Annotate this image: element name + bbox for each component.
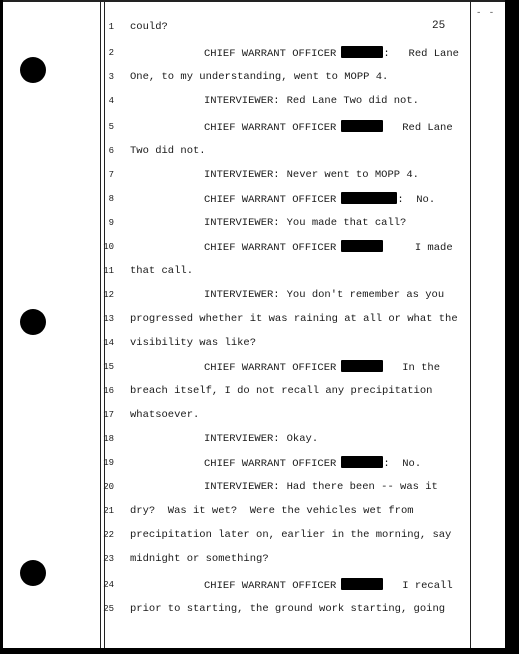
speech-text: In the (383, 362, 441, 374)
line-number: 18 (103, 434, 114, 444)
speaker-label: CHIEF WARRANT OFFICER (204, 580, 337, 592)
transcript-line (0, 552, 505, 566)
transcript-text: Two did not. (130, 145, 206, 157)
line-number: 23 (103, 554, 114, 564)
speaker-line (204, 432, 318, 446)
transcript-line (0, 312, 505, 326)
speech-text: : No. (383, 458, 422, 470)
transcript-text: progressed whether it was raining at all or what the (130, 313, 458, 325)
line-number: 12 (103, 290, 114, 300)
line-number: 9 (108, 218, 114, 228)
line-number: 25 (103, 604, 114, 614)
transcript-text: could? (130, 21, 168, 33)
transcript-text: One, to my understanding, went to MOPP 4. (130, 71, 389, 83)
transcript-line (0, 336, 505, 350)
transcript-line (0, 288, 505, 302)
speech-text: : Red Lane (383, 48, 459, 60)
speech-text: Had there been -- was it (286, 481, 438, 493)
page-number: 25 (432, 20, 446, 32)
line-number: 6 (108, 146, 114, 156)
transcript-line (0, 240, 505, 254)
transcript-line (0, 432, 505, 446)
line-number: 22 (103, 530, 114, 540)
line-number: 15 (103, 362, 114, 372)
transcript-text: precipitation later on, earlier in the morning, say (130, 529, 452, 541)
speech-text: Red Lane Two did not. (286, 95, 419, 107)
redaction-bar (341, 578, 383, 590)
transcript-line (0, 264, 505, 278)
speech-text: You made that call? (286, 217, 407, 229)
scan-right-edge (505, 0, 519, 654)
speaker-label: CHIEF WARRANT OFFICER (204, 242, 337, 254)
line-number: 11 (103, 266, 114, 276)
speaker-label: INTERVIEWER: (204, 289, 280, 301)
line-number: 8 (108, 194, 114, 204)
transcript-text: midnight or something? (130, 553, 269, 565)
speech-text: Red Lane (383, 122, 453, 134)
speech-text: Okay. (286, 433, 319, 445)
speaker-label: CHIEF WARRANT OFFICER (204, 48, 337, 60)
redaction-bar (341, 120, 383, 132)
speaker-line (204, 94, 419, 108)
line-number: 13 (103, 314, 114, 324)
speaker-line (204, 240, 453, 255)
speaker-line (204, 120, 453, 135)
transcript-line (0, 120, 505, 134)
line-number: 16 (103, 386, 114, 396)
speech-text: : No. (397, 194, 436, 206)
speech-text: I made (383, 242, 453, 254)
line-number: 2 (108, 48, 114, 58)
speech-text: Never went to MOPP 4. (286, 169, 419, 181)
speaker-label: INTERVIEWER: (204, 169, 280, 181)
transcript-text: dry? Was it wet? Were the vehicles wet from (130, 505, 414, 517)
speaker-line (204, 578, 453, 593)
redaction-bar (341, 456, 383, 468)
transcript-line (0, 456, 505, 470)
transcript-line (0, 216, 505, 230)
line-number: 7 (108, 170, 114, 180)
speaker-line (204, 192, 435, 207)
transcript-line (0, 46, 505, 60)
transcript-line (0, 70, 505, 84)
transcript-line (0, 20, 505, 34)
transcript-line (0, 504, 505, 518)
transcript-line (0, 408, 505, 422)
speaker-line (204, 480, 438, 494)
line-number: 3 (108, 72, 114, 82)
transcript-line (0, 94, 505, 108)
redaction-bar (341, 46, 383, 58)
transcript-line (0, 192, 505, 206)
transcript-line (0, 168, 505, 182)
speaker-line (204, 216, 406, 230)
transcript-text: prior to starting, the ground work starting, going (130, 603, 446, 615)
speaker-label: INTERVIEWER: (204, 95, 280, 107)
speaker-line (204, 46, 459, 61)
transcript-line (0, 602, 505, 616)
line-number: 17 (103, 410, 114, 420)
speaker-line (204, 360, 440, 375)
line-number: 4 (108, 96, 114, 106)
transcript-text: whatsoever. (130, 409, 200, 421)
speaker-label: INTERVIEWER: (204, 433, 280, 445)
speaker-label: CHIEF WARRANT OFFICER (204, 458, 337, 470)
transcript-line (0, 578, 505, 592)
speaker-label: INTERVIEWER: (204, 217, 280, 229)
corner-mark: - - (476, 8, 496, 18)
scan-top-edge (0, 0, 519, 2)
speech-text: You don't remember as you (286, 289, 445, 301)
redaction-bar (341, 240, 383, 252)
line-number: 20 (103, 482, 114, 492)
speech-text: I recall (383, 580, 453, 592)
transcript-text: visibility was like? (130, 337, 257, 349)
line-number: 10 (103, 242, 114, 252)
transcript-line (0, 384, 505, 398)
speaker-line (204, 168, 419, 182)
speaker-label: CHIEF WARRANT OFFICER (204, 194, 337, 206)
line-number: 1 (108, 22, 114, 32)
speaker-label: CHIEF WARRANT OFFICER (204, 122, 337, 134)
line-number: 14 (103, 338, 114, 348)
transcript-text: breach itself, I do not recall any precipitation (130, 385, 433, 397)
transcript-line (0, 528, 505, 542)
line-number: 21 (103, 506, 114, 516)
transcript-text: that call. (130, 265, 194, 277)
speaker-line (204, 288, 444, 302)
redaction-bar (341, 192, 397, 204)
scan-bottom-edge (0, 648, 519, 654)
line-number: 24 (103, 580, 114, 590)
line-number: 5 (108, 122, 114, 132)
speaker-line (204, 456, 421, 471)
transcript-line (0, 480, 505, 494)
speaker-label: INTERVIEWER: (204, 481, 280, 493)
line-number: 19 (103, 458, 114, 468)
speaker-label: CHIEF WARRANT OFFICER (204, 362, 337, 374)
transcript-line (0, 144, 505, 158)
transcript-line (0, 360, 505, 374)
redaction-bar (341, 360, 383, 372)
